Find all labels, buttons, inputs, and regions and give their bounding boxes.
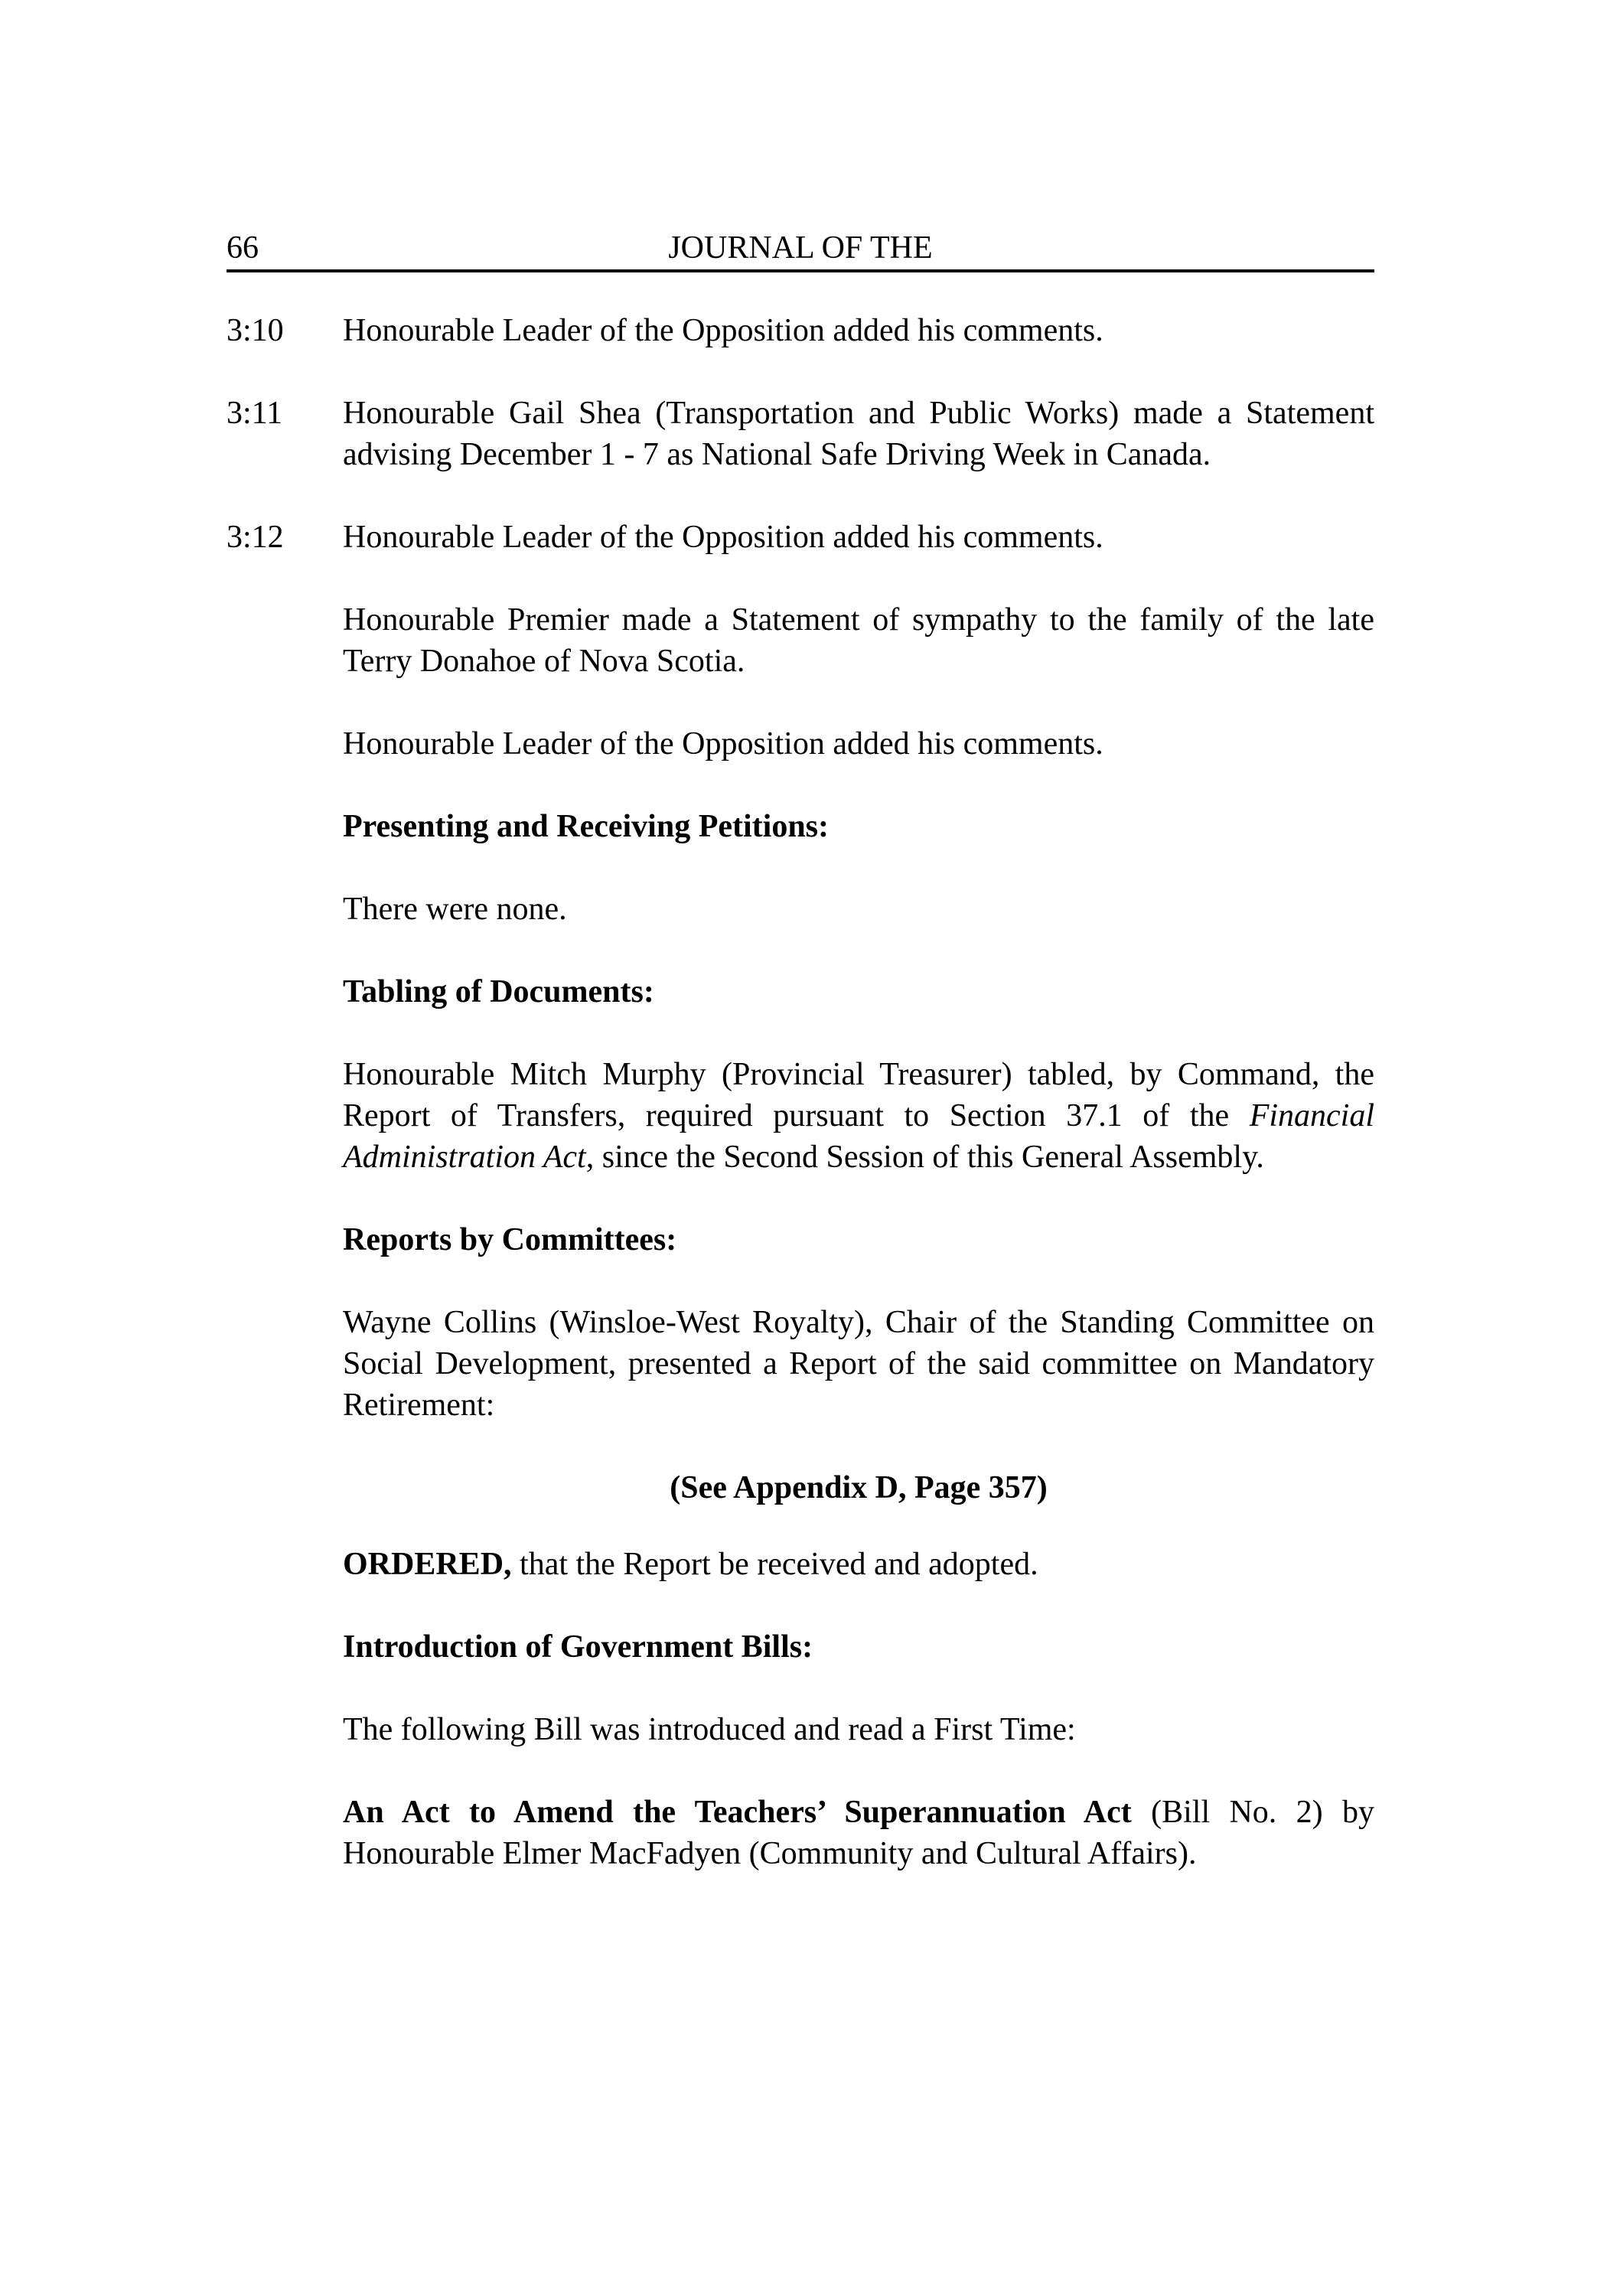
bill-entry [343,1792,1374,1874]
entry-text: Honourable Leader of the Opposition added his comments. [343,520,1103,555]
running-head: JOURNAL OF THE [668,230,933,266]
journal-entry [227,517,1374,558]
entry-text: Honourable Gail Shea (Transportation and Public Works) made a Statement advising December 1 - 7 as National Safe Driving Week in Canada. [343,396,1374,472]
appendix-reference: (See Appendix D, Page 357) [670,1470,1048,1505]
opposition-comment: Honourable Leader of the Opposition added his comments. [343,726,1103,762]
act-title: Financial Administration Act [343,1098,1374,1175]
ordered-text [343,1544,1374,1585]
journal-content [227,310,1374,1916]
committees-text: Wayne Collins (Winsloe-West Royalty), Chair of the Standing Committee on Social Development, presented a Report of the said committee on Mandatory Retirement: [343,1305,1374,1423]
entry-time: 3:10 [227,313,284,348]
tabling-text-before: Honourable Mitch Murphy (Provincial Treasurer) tabled, by Command, the Report of Transfers, required pursuant to Section 37.1 of the [343,1057,1374,1133]
tabling-text-after: , since the Second Session of this General Assembly. [585,1140,1264,1175]
committees-heading: Reports by Committees: [343,1222,677,1257]
page-header [227,227,1374,272]
tabling-heading: Tabling of Documents: [343,974,654,1009]
page-number: 66 [227,230,259,266]
bills-heading: Introduction of Government Bills: [343,1629,813,1665]
entry-time: 3:12 [227,520,284,555]
premier-statement: Honourable Premier made a Statement of sympathy to the family of the late Terry Donahoe of Nova Scotia. [343,602,1374,679]
journal-entry [227,393,1374,475]
ordered-label: ORDERED, [343,1547,512,1582]
tabling-text [343,1054,1374,1178]
ordered-body: that the Report be received and adopted. [511,1547,1038,1582]
entry-text: Honourable Leader of the Opposition added his comments. [343,313,1103,348]
bill-details: (Bill No. 2) by Honourable Elmer MacFadyen (Community and Cultural Affairs). [343,1795,1374,1871]
entry-time: 3:11 [227,396,283,431]
petitions-text: There were none. [343,892,567,927]
journal-entry [227,310,1374,351]
bills-intro: The following Bill was introduced and read a First Time: [343,1712,1076,1747]
bill-title: An Act to Amend the Teachers’ Superannuation Act [343,1795,1132,1830]
petitions-heading: Presenting and Receiving Petitions: [343,809,830,844]
